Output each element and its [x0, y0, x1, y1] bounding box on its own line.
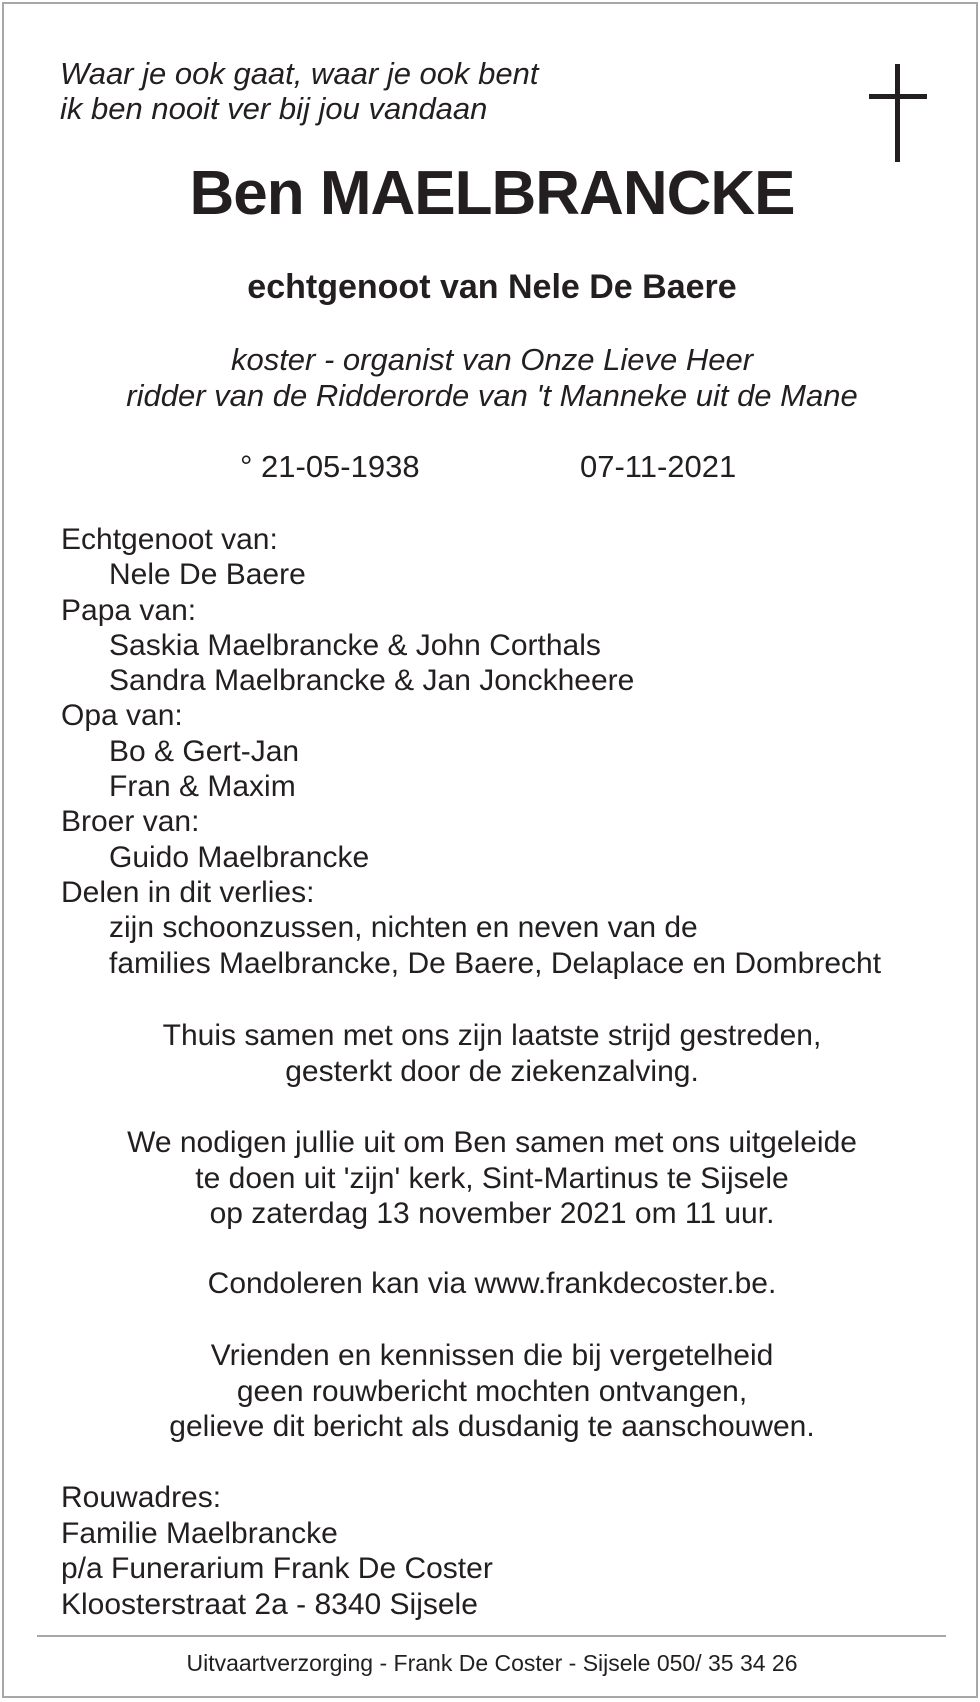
family-heading: Delen in dit verlies: — [61, 875, 315, 909]
family-member: Fran & Maxim — [109, 770, 296, 804]
message-line: te doen uit 'zijn' kerk, Sint-Martinus te Sijsele — [195, 1161, 789, 1195]
family-list — [61, 522, 881, 981]
footer: Uitvaartverzorging - Frank De Coster - Sijsele 050/ 35 34 26 — [186, 1650, 798, 1676]
notice-message — [4, 1338, 980, 1445]
family-member: Nele De Baere — [109, 558, 306, 592]
farewell-message — [4, 1018, 980, 1089]
address-line: Rouwadres: — [61, 1481, 222, 1514]
death-notice — [2, 2, 978, 1698]
cross-icon — [869, 64, 927, 162]
poem — [60, 56, 539, 126]
family-heading: Papa van: — [61, 593, 197, 627]
family-heading: Echtgenoot van: — [61, 523, 278, 556]
address-line: p/a Funerarium Frank De Coster — [61, 1552, 493, 1585]
family-member: Sandra Maelbrancke & Jan Jonckheere — [109, 664, 635, 698]
message-line: geen rouwbericht mochten ontvangen, — [236, 1374, 748, 1408]
message-line: gesterkt door de ziekenzalving. — [285, 1054, 699, 1088]
message-line: Thuis samen met ons zijn laatste strijd gestreden, — [162, 1019, 822, 1052]
footer-divider — [37, 1635, 946, 1637]
message-line: Condoleren kan via www.frankdecoster.be. — [207, 1267, 777, 1300]
message-line: op zaterdag 13 november 2021 om 11 uur. — [209, 1197, 775, 1230]
address-line: Kloosterstraat 2a - 8340 Sijsele — [61, 1587, 478, 1621]
role-line: koster - organist van Onze Lieve Heer — [230, 342, 754, 377]
family-member: Saskia Maelbrancke & John Corthals — [109, 628, 601, 662]
message-line: gelieve dit bericht als dusdanig te aanschouwen. — [169, 1410, 815, 1443]
condolence-message — [4, 1266, 980, 1302]
role-line: ridder van de Ridderorde van 't Manneke uit de Mane — [126, 378, 858, 413]
birth-date: ° 21-05-1938 — [240, 449, 420, 484]
death-date: 07-11-2021 — [580, 449, 737, 484]
poem-line: ik ben nooit ver bij jou vandaan — [60, 91, 488, 126]
address-line: Familie Maelbrancke — [61, 1516, 338, 1550]
message-line: Vrienden en kennissen die bij vergetelheid — [210, 1339, 774, 1372]
family-heading: Broer van: — [61, 805, 200, 839]
family-member: zijn schoonzussen, nichten en neven van de — [109, 911, 698, 945]
invitation-message — [4, 1125, 980, 1232]
roles — [4, 342, 980, 414]
deceased-name: Ben MAELBRANCKE — [189, 159, 795, 228]
mourning-address — [61, 1480, 493, 1622]
family-heading: Opa van: — [61, 699, 183, 733]
family-member: Bo & Gert-Jan — [109, 734, 300, 768]
family-member: Guido Maelbrancke — [109, 840, 370, 874]
message-line: We nodigen jullie uit om Ben samen met ons uitgeleide — [127, 1126, 857, 1159]
spouse-line: echtgenoot van Nele De Baere — [247, 268, 737, 306]
poem-line: Waar je ook gaat, waar je ook bent — [60, 56, 539, 91]
family-member: families Maelbrancke, De Baere, Delaplace en Dombrecht — [109, 946, 882, 980]
